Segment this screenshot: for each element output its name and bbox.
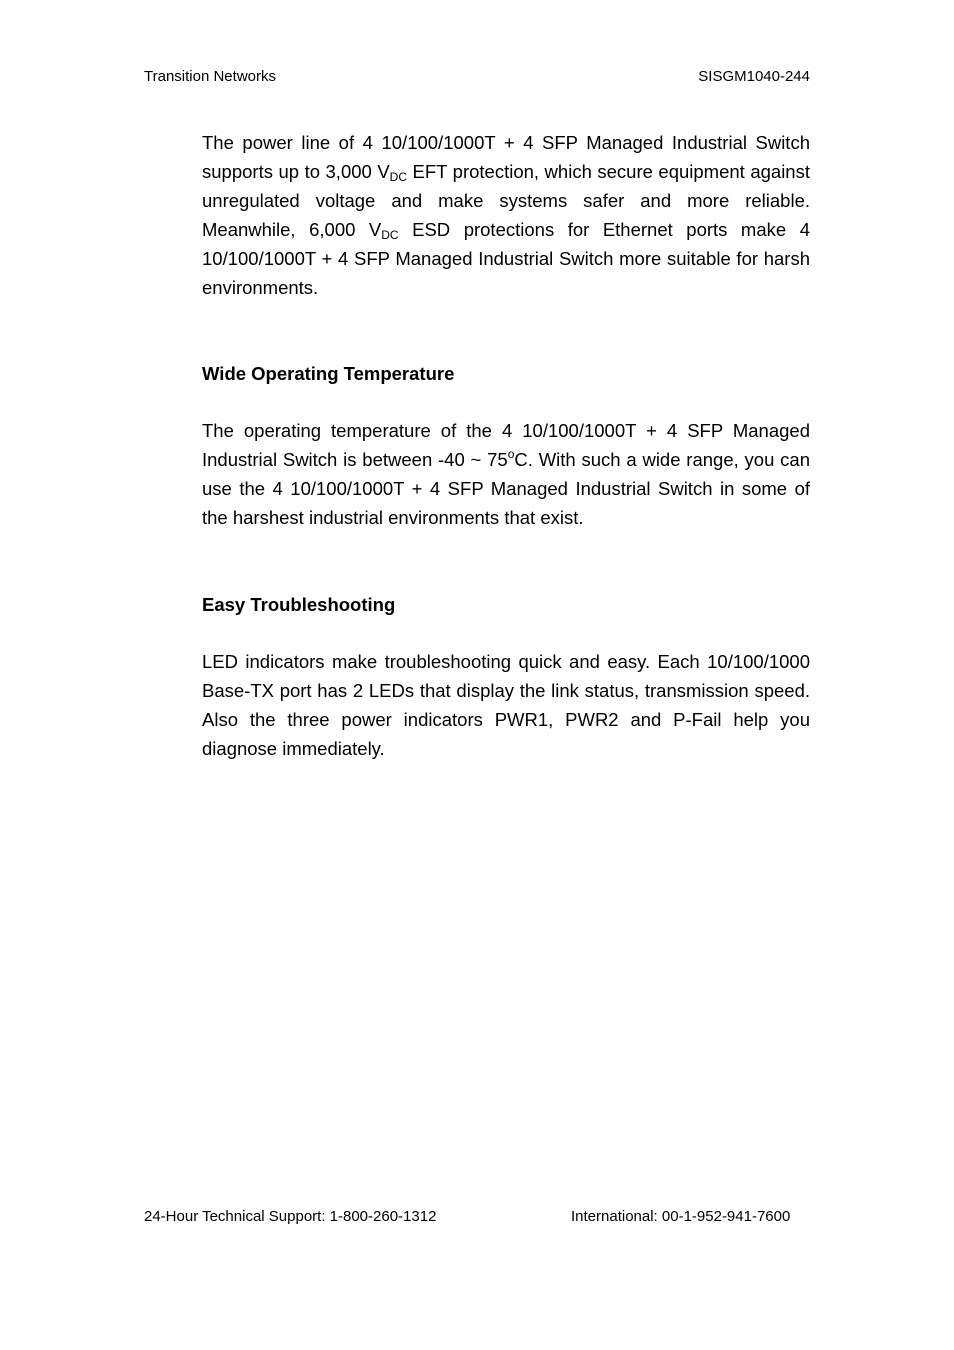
temperature-text-1: The operating temperature of the 4 10/100/1000T + 4 SFP Managed Industrial Switch is between -40 ~ 75 <box>202 420 810 471</box>
page-content <box>202 129 810 764</box>
intro-subscript-2: DC <box>381 227 399 242</box>
degree-superscript: o <box>507 447 515 462</box>
page-header <box>144 68 810 88</box>
intro-paragraph <box>202 129 810 302</box>
header-company-name: Transition Networks <box>144 68 276 85</box>
temperature-text-2: C. With such a wide range, you can use the 4 10/100/1000T + 4 SFP Managed Industrial Switch in some of the harshest industrial environments that exist. <box>202 449 810 529</box>
intro-text-3: ESD protections for Ethernet ports make 4 10/100/1000T + 4 SFP Managed Industrial Switch more suitable for harsh environments. <box>202 218 810 298</box>
header-document-id: SISGM1040-244 <box>698 68 810 85</box>
intro-subscript-1: DC <box>389 169 408 184</box>
page-footer <box>144 1208 810 1228</box>
troubleshooting-paragraph: LED indicators make troubleshooting quick and easy. Each 10/100/1000 Base-TX port has 2 LEDs that display the link status, transmission speed. Also the three power indicators PWR1, PWR2 and P-Fail help you diagnose immediately. <box>202 650 810 759</box>
troubleshooting-heading: Easy Troubleshooting <box>202 593 396 615</box>
intro-text-2: EFT protection, which secure equipment against unregulated voltage and make systems safer and more reliable. Meanwhile, 6,000 V <box>202 160 810 240</box>
footer-support-phone: 24-Hour Technical Support: 1-800-260-1312 <box>144 1208 437 1225</box>
footer-international-phone: International: 00-1-952-941-7600 <box>571 1208 791 1225</box>
temperature-heading: Wide Operating Temperature <box>202 363 455 385</box>
temperature-paragraph <box>202 417 810 533</box>
intro-text-1: The power line of 4 10/100/1000T + 4 SFP Managed Industrial Switch supports up to 3,000 V <box>202 132 810 182</box>
